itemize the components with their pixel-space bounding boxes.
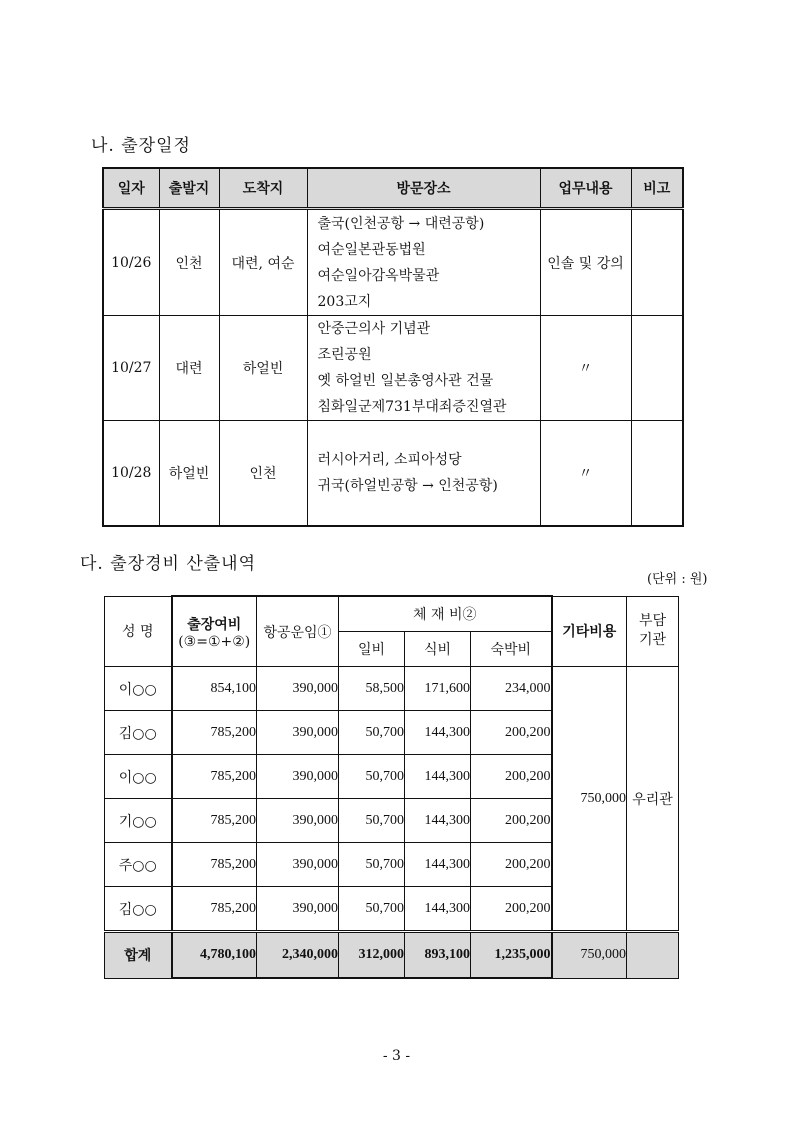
total-row <box>105 932 679 979</box>
place-item: 귀국(하얼빈공항 → 인천공항) <box>317 477 498 494</box>
cell-meal: 144,300 <box>405 799 471 843</box>
schedule-section-title: 나. 출장일정 <box>91 136 191 156</box>
header-meal: 식비 <box>405 632 471 667</box>
row-note <box>631 316 683 421</box>
header-note: 비고 <box>631 168 683 209</box>
total-other: 750,000 <box>552 932 627 979</box>
cell-meal: 171,600 <box>405 667 471 711</box>
row-date: 10/27 <box>103 316 159 421</box>
cell-name: 김○○ <box>105 711 172 755</box>
place-item: 203고지 <box>317 293 372 310</box>
header-travel-label: 출장여비 <box>187 616 242 633</box>
schedule-header-row <box>103 168 683 209</box>
cell-daily: 50,700 <box>339 843 405 887</box>
cell-airfare: 390,000 <box>257 799 339 843</box>
page-number: - 3 - <box>382 1048 411 1064</box>
row-task: 인솔 및 강의 <box>540 209 631 316</box>
total-daily: 312,000 <box>339 932 405 979</box>
header-name: 성 명 <box>105 596 172 667</box>
cell-lodging: 234,000 <box>471 667 552 711</box>
header-stay-cost: 체 재 비② <box>339 596 552 632</box>
row-task: 〃 <box>540 316 631 421</box>
cell-lodging: 200,200 <box>471 711 552 755</box>
place-item: 여순일본관동법원 <box>317 241 426 258</box>
cell-meal: 144,300 <box>405 711 471 755</box>
cell-travel: 854,100 <box>172 667 257 711</box>
cell-airfare: 390,000 <box>257 667 339 711</box>
schedule-table <box>102 167 684 527</box>
cell-daily: 58,500 <box>339 667 405 711</box>
cell-lodging: 200,200 <box>471 755 552 799</box>
place-item: 옛 하얼빈 일본총영사관 건물 <box>317 373 494 389</box>
cell-name: 이○○ <box>105 667 172 711</box>
cell-travel: 785,200 <box>172 755 257 799</box>
total-travel: 4,780,100 <box>172 932 257 979</box>
cell-travel: 785,200 <box>172 799 257 843</box>
place-item: 조린공원 <box>317 347 372 363</box>
total-lodging: 1,235,000 <box>471 932 552 979</box>
expenses-header-row <box>105 596 679 632</box>
cell-travel: 785,200 <box>172 711 257 755</box>
row-note <box>631 421 683 526</box>
cell-airfare: 390,000 <box>257 843 339 887</box>
cell-meal: 144,300 <box>405 755 471 799</box>
row-arrival: 인천 <box>219 421 307 526</box>
header-airfare: 항공운임① <box>257 596 339 667</box>
expenses-section-title: 다. 출장경비 산출내역 <box>80 554 257 574</box>
expenses-table <box>104 595 679 979</box>
header-task: 업무내용 <box>540 168 631 209</box>
cell-name: 이○○ <box>105 755 172 799</box>
cell-daily: 50,700 <box>339 755 405 799</box>
table-row <box>103 316 683 421</box>
row-visit-places <box>307 316 540 421</box>
cell-meal: 144,300 <box>405 887 471 932</box>
row-arrival: 대련, 여순 <box>219 209 307 316</box>
row-task: 〃 <box>540 421 631 526</box>
row-departure: 인천 <box>159 209 219 316</box>
cell-meal: 144,300 <box>405 843 471 887</box>
total-airfare: 2,340,000 <box>257 932 339 979</box>
header-daily: 일비 <box>339 632 405 667</box>
row-arrival: 하얼빈 <box>219 316 307 421</box>
header-travel-formula: (③=①+②) <box>178 633 251 650</box>
header-arrival: 도착지 <box>219 168 307 209</box>
place-item: 러시아거리, 소피아성당 <box>317 451 462 468</box>
table-row <box>105 667 679 711</box>
header-payer: 부담 기관 <box>627 596 679 667</box>
row-note <box>631 209 683 316</box>
cell-daily: 50,700 <box>339 711 405 755</box>
cell-airfare: 390,000 <box>257 887 339 932</box>
cell-payer: 우리관 <box>627 667 679 932</box>
place-item: 여순일아감옥박물관 <box>317 267 440 284</box>
place-item: 침화일군제731부대죄증진열관 <box>317 399 507 415</box>
row-visit-places <box>307 421 540 526</box>
cell-airfare: 390,000 <box>257 755 339 799</box>
cell-other-cost: 750,000 <box>552 667 627 932</box>
row-date: 10/26 <box>103 209 159 316</box>
header-travel-expense <box>172 596 257 667</box>
header-date: 일자 <box>103 168 159 209</box>
header-departure: 출발지 <box>159 168 219 209</box>
cell-name: 주○○ <box>105 843 172 887</box>
cell-airfare: 390,000 <box>257 711 339 755</box>
cell-travel: 785,200 <box>172 887 257 932</box>
row-departure: 대련 <box>159 316 219 421</box>
cell-name: 기○○ <box>105 799 172 843</box>
cell-daily: 50,700 <box>339 887 405 932</box>
total-meal: 893,100 <box>405 932 471 979</box>
cell-lodging: 200,200 <box>471 799 552 843</box>
total-payer <box>627 932 679 979</box>
table-row <box>103 421 683 526</box>
place-item: 안중근의사 기념관 <box>317 321 431 337</box>
row-date: 10/28 <box>103 421 159 526</box>
table-row <box>103 209 683 316</box>
unit-label: (단위 : 원) <box>647 572 708 587</box>
cell-lodging: 200,200 <box>471 887 552 932</box>
cell-name: 김○○ <box>105 887 172 932</box>
row-visit-places <box>307 209 540 316</box>
header-other-cost: 기타비용 <box>552 596 627 667</box>
header-visit-places: 방문장소 <box>307 168 540 209</box>
header-lodging: 숙박비 <box>471 632 552 667</box>
place-item: 출국(인천공항 → 대련공항) <box>317 215 485 232</box>
cell-lodging: 200,200 <box>471 843 552 887</box>
total-label: 합계 <box>105 932 172 979</box>
cell-travel: 785,200 <box>172 843 257 887</box>
cell-daily: 50,700 <box>339 799 405 843</box>
row-departure: 하얼빈 <box>159 421 219 526</box>
